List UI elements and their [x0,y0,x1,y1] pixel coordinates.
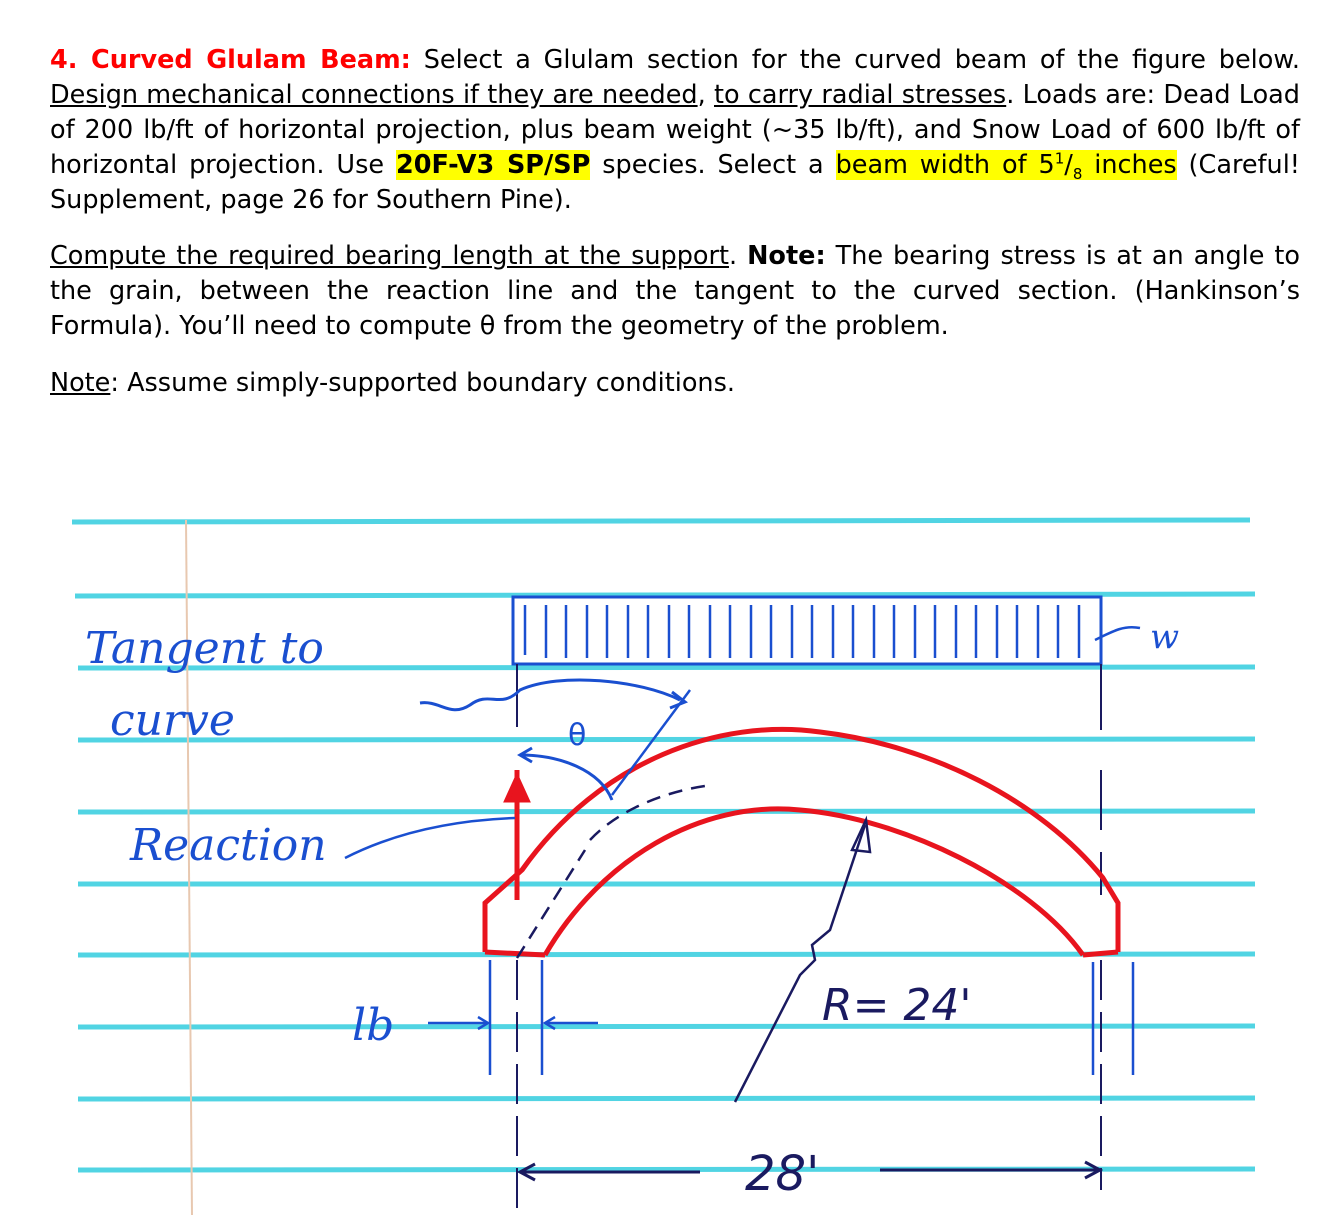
beam-width-highlight: beam width of $5^1/_8$ inches [835,149,1177,184]
bearing-length-dimension [428,960,1133,1075]
problem-paragraph-2: Compute the required bearing length at the support. Note: The bearing stress is at an angle to the grain, between the reaction line and the tangent to the curved section. (Hankinson’s Formula). You’ll need to compute θ from the geometry of the problem. [50,241,1300,341]
problem-paragraph-1: 4. Curved Glulam Beam: Select a Glulam section for the curved beam of the figure below. Design mechanical connections if they are needed, to carry radial stresses. Loads are: Dead Load of 200 lb/ft of horizontal projection, plus beam weight (~35 lb/ft), and Snow Load of 600 lb/ft of horizontal projection. Use 20F-V3 SP/SP species. Select a beam width of $5^1/_8$ inches (Careful! Supplement, page 26 for Southern Pine). [50,45,1300,215]
distributed-load [513,597,1140,664]
note-label: Note: [747,241,826,271]
span-label: 28' [745,1146,820,1202]
bearing-length-label: lb [352,1000,395,1051]
theta-label: θ [568,718,587,753]
problem-paragraph-3: Note: Assume simply-supported boundary conditions. [50,368,735,398]
tangent-to-curve-label-2: curve [110,695,235,746]
reaction-leader [345,818,515,858]
curved-glulam-beam [485,729,1118,955]
support-centerlines [517,664,1101,1215]
load-label-w: w [1150,617,1180,657]
underlined-instruction: to carry radial stresses [714,80,1007,110]
species-highlight: 20F-V3 SP/SP [395,150,591,180]
note-label: Note [50,368,111,398]
underlined-instruction: Compute the required bearing length at the support [50,241,729,271]
radius-line [735,820,870,1102]
problem-heading: 4. Curved Glulam Beam: [50,45,411,75]
curved-beam-sketch [60,500,1310,1222]
tangent-line [517,690,712,958]
radius-label: R= 24' [822,980,972,1031]
underlined-instruction: Design mechanical connections if they are needed [50,80,698,110]
tangent-to-curve-label-1: Tangent to [85,623,324,674]
reaction-label: Reaction [130,820,327,871]
